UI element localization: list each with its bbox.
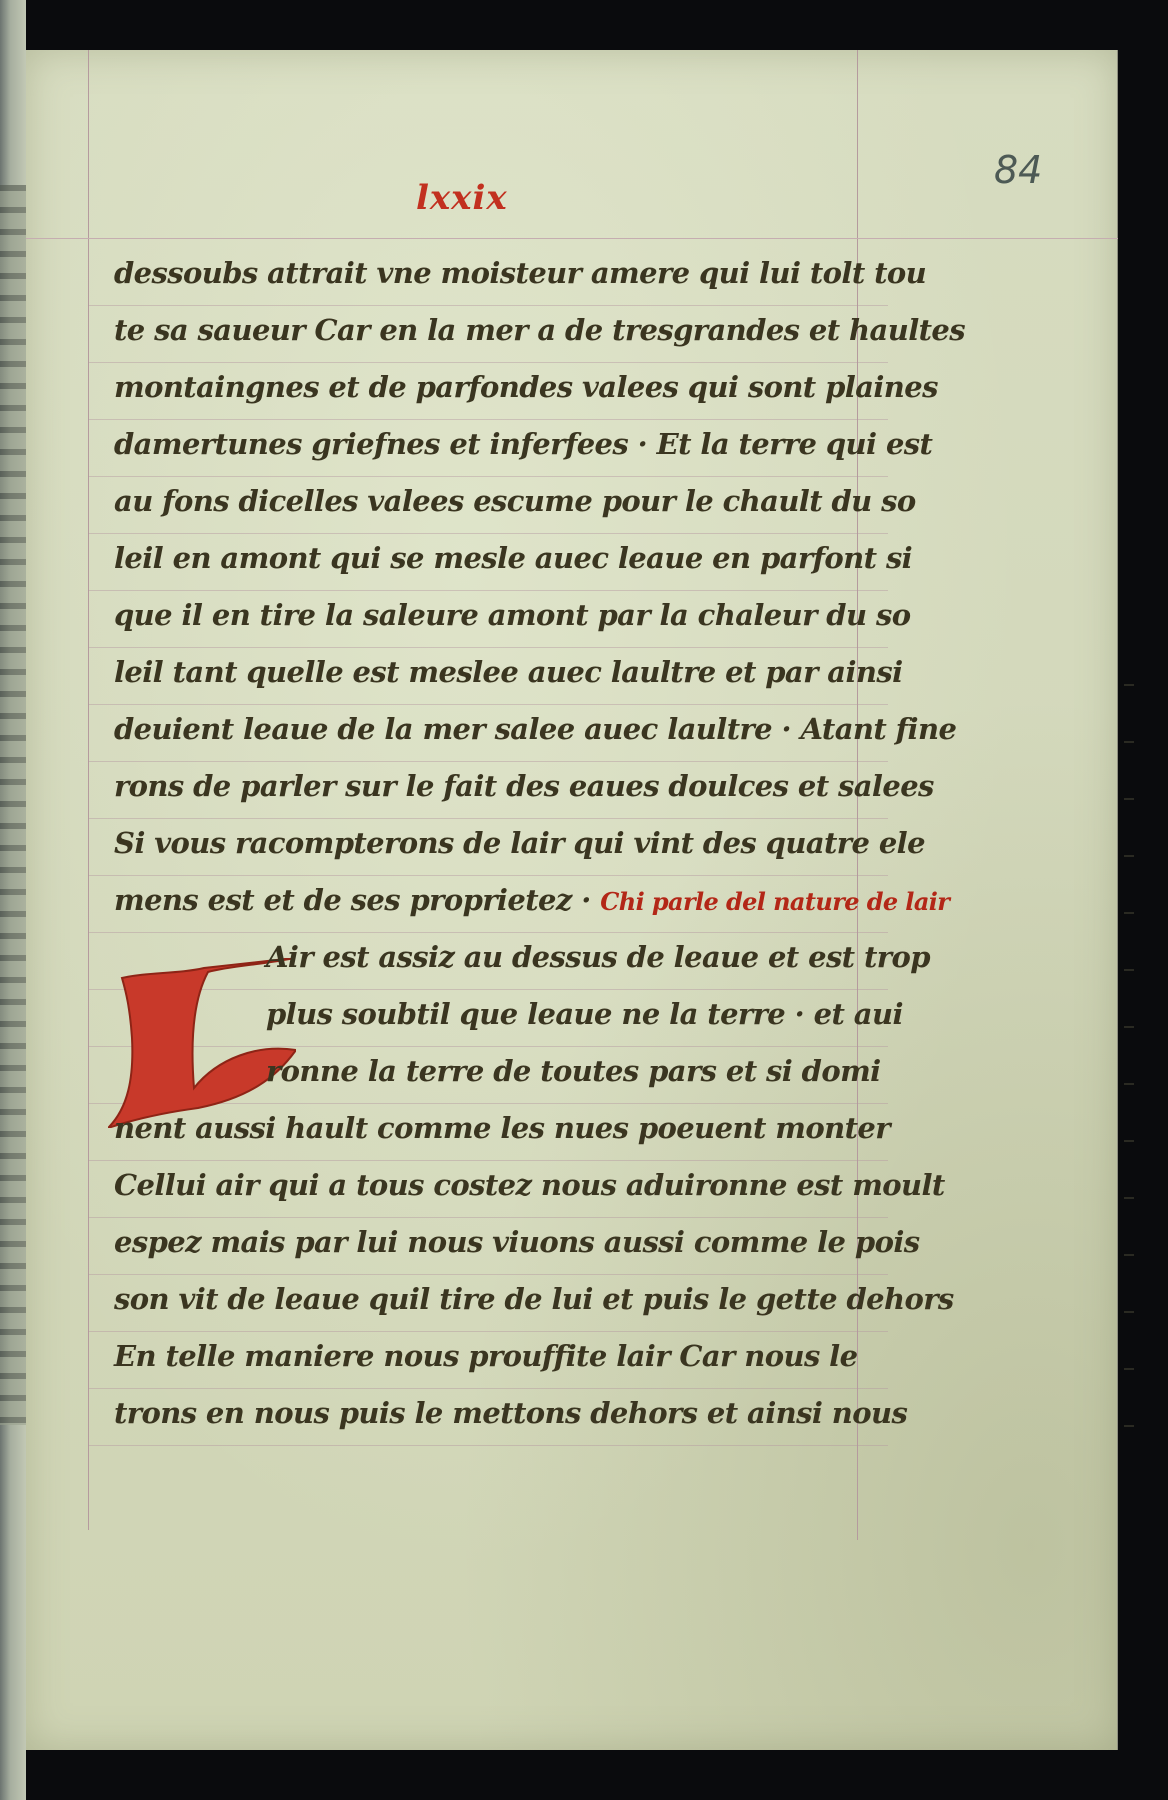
text-line: espez mais par lui nous viuons aussi comme le pois — [114, 1225, 920, 1259]
pricking-mark — [1124, 741, 1134, 743]
pricking-mark — [1124, 1254, 1134, 1256]
pricking-mark — [1124, 1140, 1134, 1142]
pricking-mark — [1124, 798, 1134, 800]
text-line: ronne la terre de toutes pars et si domi — [266, 1054, 881, 1088]
text-line: son vit de leaue quil tire de lui et puis le gette dehors — [114, 1282, 954, 1316]
text-line: rons de parler sur le fait des eaues doulces et salees — [114, 769, 934, 803]
pricking-mark — [1124, 684, 1134, 686]
text-line: trons en nous puis le mettons dehors et ainsi nous — [114, 1396, 908, 1430]
text-line: Si vous racompterons de lair qui vint des quatre ele — [114, 826, 925, 860]
ruling-outer — [1117, 50, 1118, 1750]
text-line: damertunes griefnes et inferfees · Et la terre qui est — [114, 427, 933, 461]
text-line-body: mens est et de ses proprietez · — [114, 883, 591, 917]
chapter-number: lxxix — [416, 178, 508, 218]
adjacent-leaf-edge — [0, 185, 26, 1425]
text-line: dessoubs attrait vne moisteur amere qui lui tolt tou — [114, 256, 927, 290]
text-line: Cellui air qui a tous costez nous aduironne est moult — [114, 1168, 945, 1202]
pricking-mark — [1124, 912, 1134, 914]
pricking-mark — [1124, 1083, 1134, 1085]
text-line: te sa saueur Car en la mer a de tresgrandes et haultes — [114, 313, 965, 347]
text-line: En telle maniere nous prouffite lair Car nous le — [114, 1339, 858, 1373]
text-line: nent aussi hault comme les nues poeuent monter — [114, 1111, 890, 1145]
text-line: que il en tire la saleure amont par la chaleur du so — [114, 598, 911, 632]
text-line: au fons dicelles valees escume pour le chault du so — [114, 484, 916, 518]
pricking-mark — [1124, 855, 1134, 857]
ruling-left — [88, 50, 89, 1530]
text-line: montaingnes et de parfondes valees qui sont plaines — [114, 370, 938, 404]
pricking-mark — [1124, 1197, 1134, 1199]
manuscript-folio — [26, 50, 1118, 1750]
text-line: deuient leaue de la mer salee auec laultre · Atant fine — [114, 712, 957, 746]
text-line: plus soubtil que leaue ne la terre · et aui — [266, 997, 903, 1031]
rubric-heading: Chi parle del nature de lair — [600, 887, 950, 916]
pricking-mark — [1124, 1425, 1134, 1427]
text-line: leil en amont qui se mesle auec leaue en parfont si — [114, 541, 913, 575]
text-line — [114, 883, 949, 917]
text-line: leil tant quelle est meslee auec laultre et par ainsi — [114, 655, 903, 689]
pricking-mark — [1124, 1026, 1134, 1028]
ruling-top — [26, 238, 1118, 239]
pricking-mark — [1124, 1368, 1134, 1370]
pricking-mark — [1124, 969, 1134, 971]
decorated-initial-l — [108, 958, 296, 1128]
text-line: Air est assiz au dessus de leaue et est trop — [266, 940, 930, 974]
pricking-mark — [1124, 1311, 1134, 1313]
folio-number: 84 — [994, 148, 1043, 192]
